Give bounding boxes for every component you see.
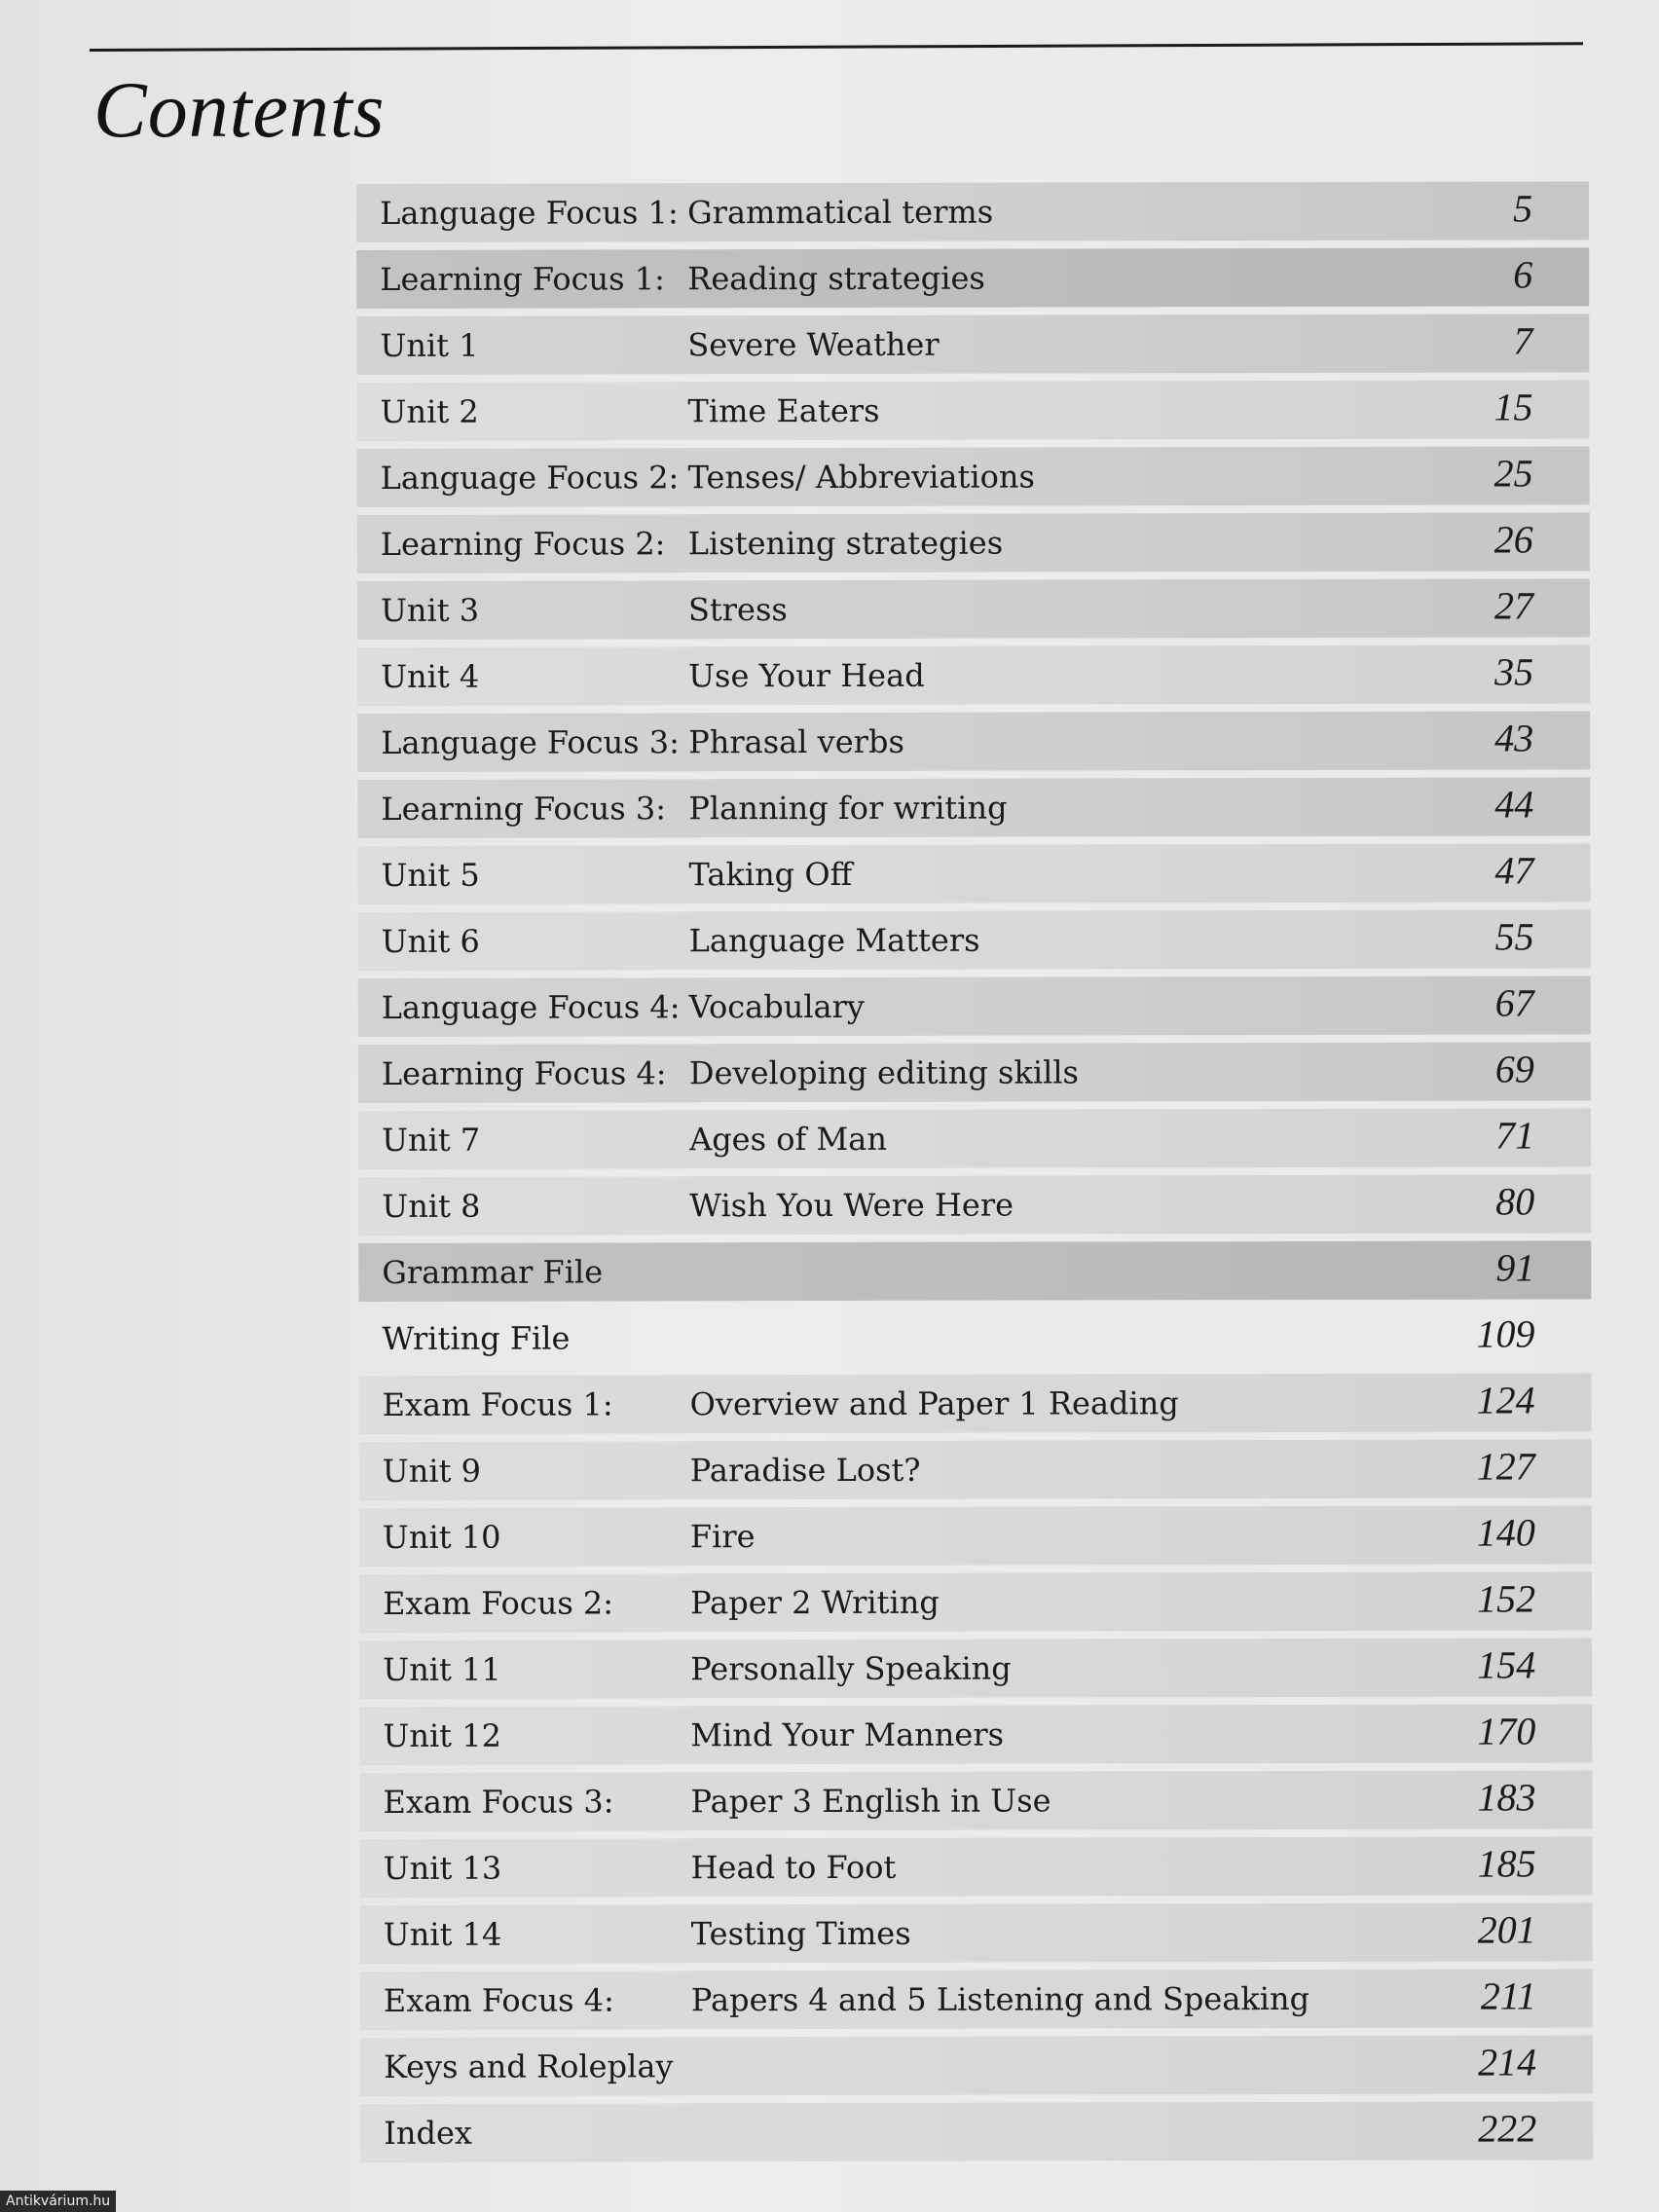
toc-topic: Overview and Paper 1 Reading [689,1384,1179,1423]
toc-page-number: 152 [1476,1576,1536,1621]
toc-row [360,1902,1593,1964]
toc-section-label: Unit 13 [383,1849,502,1887]
toc-topic: Developing editing skills [688,1053,1079,1092]
toc-page-number: 5 [1513,186,1533,231]
toc-topic: Vocabulary [688,987,866,1026]
toc-section-label: Unit 4 [381,657,480,695]
toc-page-number: 109 [1476,1311,1535,1356]
toc-row [357,777,1590,838]
toc-row [357,578,1590,640]
toc-section-label: Exam Focus 2: [383,1584,614,1622]
toc-topic: Ages of Man [689,1120,887,1159]
toc-row [357,843,1590,904]
toc-row [356,181,1589,242]
toc-section-label: Unit 11 [383,1650,501,1688]
toc-section-label: Unit 10 [382,1518,501,1556]
watermark: Antikvárium.hu [0,2191,116,2212]
toc-section-label: Unit 1 [380,326,479,364]
toc-row [358,1240,1591,1302]
toc-section-label: Language Focus 2: [380,459,680,497]
toc-section-label: Learning Focus 4: [381,1054,667,1092]
toc-row [356,247,1589,309]
toc-page-number: 35 [1494,649,1534,694]
toc-section-label: Unit 7 [382,1121,481,1159]
toc-topic: Phrasal verbs [688,722,904,761]
toc-section-label: Learning Focus 2: [380,525,666,563]
toc-page-number: 140 [1476,1510,1535,1555]
toc-section-label: Keys and Roleplay [384,2047,674,2085]
toc-topic: Tenses/ Abbreviations [687,458,1035,497]
toc-page-number: 71 [1495,1113,1535,1158]
toc-section-label: Unit 3 [380,591,480,629]
toc-row [359,1638,1592,1699]
toc-page-number: 124 [1476,1378,1535,1422]
toc-row [359,1505,1592,1567]
toc-page-number: 127 [1476,1444,1535,1489]
toc-row [359,1439,1592,1500]
toc-page-number: 47 [1494,848,1534,893]
toc-row [358,909,1591,971]
top-rule [90,42,1583,52]
toc-row [357,512,1590,573]
toc-section-label: Learning Focus 1: [380,260,665,298]
toc-topic: Reading strategies [687,259,985,298]
toc-row [358,1307,1591,1368]
toc-section-label: Unit 14 [383,1915,502,1953]
toc-row [358,1042,1591,1103]
toc-topic: Paradise Lost? [689,1451,921,1490]
toc-topic: Mind Your Manners [690,1715,1005,1754]
toc-section-label: Language Focus 4: [381,988,681,1026]
toc-section-label: Index [384,2114,472,2152]
toc-section-label: Language Focus 3: [381,723,680,761]
toc-page-number: 201 [1477,1907,1536,1952]
toc-topic: Fire [689,1518,756,1556]
toc-section-label: Unit 6 [381,922,480,960]
toc-row [358,1174,1591,1235]
toc-row [357,645,1590,706]
toc-page-number: 222 [1478,2106,1537,2151]
toc-page-number: 44 [1494,782,1534,827]
toc-row [359,1704,1592,1765]
toc-row [358,1108,1591,1169]
toc-topic: Testing Times [690,1914,911,1953]
toc-row [359,1571,1592,1633]
toc-section-label: Exam Focus 1: [382,1385,613,1423]
toc-row [359,1770,1592,1831]
toc-section-label: Unit 5 [381,856,480,894]
toc-row [360,2101,1593,2162]
toc-topic: Personally Speaking [690,1649,1012,1688]
toc-topic: Listening strategies [687,524,1004,563]
toc-topic: Stress [687,591,788,629]
toc-section-label: Grammar File [382,1253,604,1291]
toc-page-number: 7 [1513,318,1533,363]
toc-page-number: 6 [1513,252,1533,297]
toc-row [360,1836,1593,1898]
toc-row [356,380,1589,441]
toc-topic: Paper 2 Writing [690,1583,940,1622]
toc-section-label: Language Focus 1: [380,194,679,232]
toc-topic: Paper 3 English in Use [690,1782,1051,1821]
toc-topic: Head to Foot [690,1848,897,1887]
toc-page-number: 69 [1494,1047,1534,1091]
toc-row [359,1373,1592,1434]
toc-row [360,2035,1593,2096]
toc-topic: Taking Off [688,855,853,894]
toc-section-label: Learning Focus 3: [381,790,667,828]
table-of-contents [356,181,1593,2170]
toc-page-number: 183 [1477,1775,1536,1820]
toc-row [357,711,1590,772]
toc-page-number: 55 [1494,914,1534,959]
toc-page-number: 25 [1493,451,1533,496]
toc-topic: Language Matters [688,921,980,960]
toc-page-number: 154 [1477,1642,1536,1687]
toc-page-number: 91 [1495,1245,1535,1290]
toc-row [358,976,1591,1037]
toc-page-number: 214 [1477,2040,1537,2084]
toc-topic: Planning for writing [688,789,1008,828]
toc-section-label: Unit 12 [383,1716,501,1754]
toc-row [357,446,1590,507]
toc-topic: Wish You Were Here [689,1186,1014,1225]
toc-topic: Papers 4 and 5 Listening and Speaking [690,1979,1310,2019]
toc-page-number: 43 [1494,716,1534,760]
toc-topic: Severe Weather [687,325,940,364]
toc-page-number: 15 [1493,385,1533,429]
toc-section-label: Unit 9 [382,1452,482,1490]
toc-topic: Time Eaters [687,391,880,430]
toc-topic: Grammatical terms [687,193,994,232]
toc-section-label: Exam Focus 4: [383,1981,614,2019]
toc-section-label: Unit 2 [380,392,479,430]
toc-section-label: Unit 8 [382,1187,481,1225]
toc-page-number: 170 [1477,1709,1536,1753]
toc-section-label: Exam Focus 3: [383,1783,614,1821]
toc-topic: Use Your Head [688,656,925,695]
toc-page-number: 27 [1493,583,1533,628]
toc-page-number: 26 [1493,517,1533,562]
toc-row [356,313,1589,375]
toc-page-number: 67 [1494,980,1534,1025]
toc-page-number: 211 [1480,1973,1536,2018]
page-title: Contents [93,65,386,154]
toc-page-number: 80 [1495,1179,1535,1224]
toc-section-label: Writing File [382,1319,571,1357]
toc-page-number: 185 [1477,1841,1536,1886]
toc-row [360,1969,1593,2030]
